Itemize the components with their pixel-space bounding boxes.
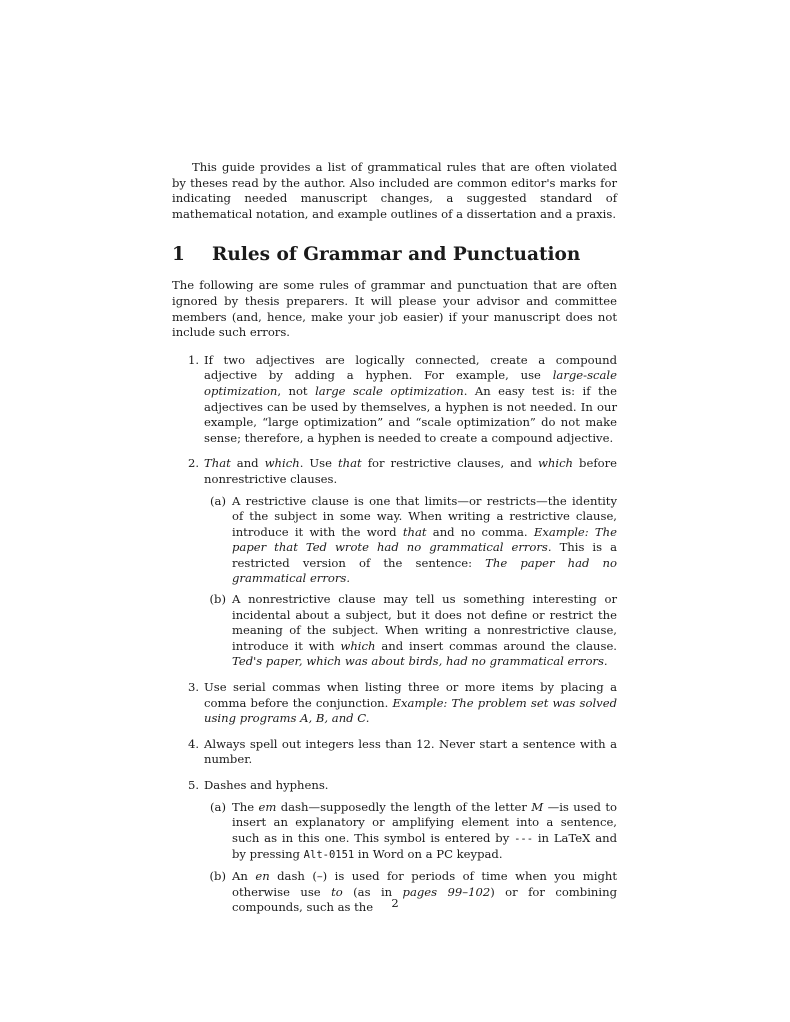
list-item (172, 680, 617, 727)
list-item (172, 737, 617, 768)
sub-list-body: A restrictive clause is one that limits—or restricts—the identity of the subject in some way. When writing a restrictive clause, introduce it with the word that and no comma. Example: The paper that Ted wrote had no grammatical errors. This is a restricted version of the sentence: The paper had no grammatical errors. (232, 493, 617, 586)
sub-list-label: (a) (210, 493, 226, 508)
list-label: 2. (187, 456, 199, 471)
document-page (172, 160, 617, 916)
sub-list-item (172, 800, 617, 864)
sub-list-body: An en dash (–) is used for periods of time when you might otherwise use to (as in pages 99–102) or for combining compounds, such as the (232, 868, 617, 915)
sub-list-label: (b) (209, 868, 226, 883)
list-body: If two adjectives are logically connected, create a compound adjective by adding a hyphen. For example, use large-scale optimization, not large scale optimization. An easy test is: if the adjectives can be used by themselves, a hyphen is not needed. In our example, “large optimization” and “scale optimization” do not make sense; therefore, a hyphen is needed to create a compound adjective. (204, 352, 618, 445)
intro-paragraph: This guide provides a list of grammatical rules that are often violated by theses read by the author. Also included are common editor's marks for indicating needed manuscript changes, a suggested standard of mathematical notation, and example outlines of a dissertation and a praxis. (172, 160, 617, 221)
list-item (172, 456, 617, 670)
list-label: 5. (187, 778, 199, 792)
sub-list-label: (b) (209, 592, 226, 607)
section-heading (172, 244, 617, 266)
section-lead-paragraph: The following are some rules of grammar and punctuation that are often ignored by thesis preparers. It will please your advisor and committee members (and, hence, make your job easier) if your manuscript does not include such errors. (172, 278, 617, 340)
list-item (172, 353, 617, 447)
sub-list-item (172, 494, 617, 588)
list-label: 3. (187, 680, 199, 695)
list-body: That and which. Use that for restrictive clauses, and which before nonrestrictive clauses. (204, 456, 618, 486)
section-number: 1 (172, 244, 185, 266)
sub-list-body: The em dash—supposedly the length of the letter M —is used to insert an explanatory or amplifying element into a sentence, such as in this one. This symbol is entered by --- in LaTeX and by pressing Alt-0151 in Word on a PC keypad. (232, 799, 617, 862)
sub-list-body: A nonrestrictive clause may tell us something interesting or incidental about a subject, but it does not define or restrict the meaning of the subject. When writing a nonrestrictive clause, introduce it with which and insert commas around the clause. Ted's paper, which was about birds, had no grammatical errors. (232, 592, 617, 669)
list-label: 1. (187, 352, 199, 367)
list-body: Use serial commas when listing three or more items by placing a comma before the conjunction. Example: The problem set was solved using programs A, B, and C. (204, 680, 617, 726)
sub-list-item (172, 592, 617, 670)
list-body: Dashes and hyphens. (204, 778, 329, 792)
page-number: 2 (391, 896, 399, 910)
sub-list-label: (a) (210, 799, 226, 814)
list-label: 4. (187, 736, 199, 751)
section-title: Rules of Grammar and Punctuation (212, 244, 581, 266)
list-body: Always spell out integers less than 12. Never start a sentence with a number. (204, 736, 617, 767)
